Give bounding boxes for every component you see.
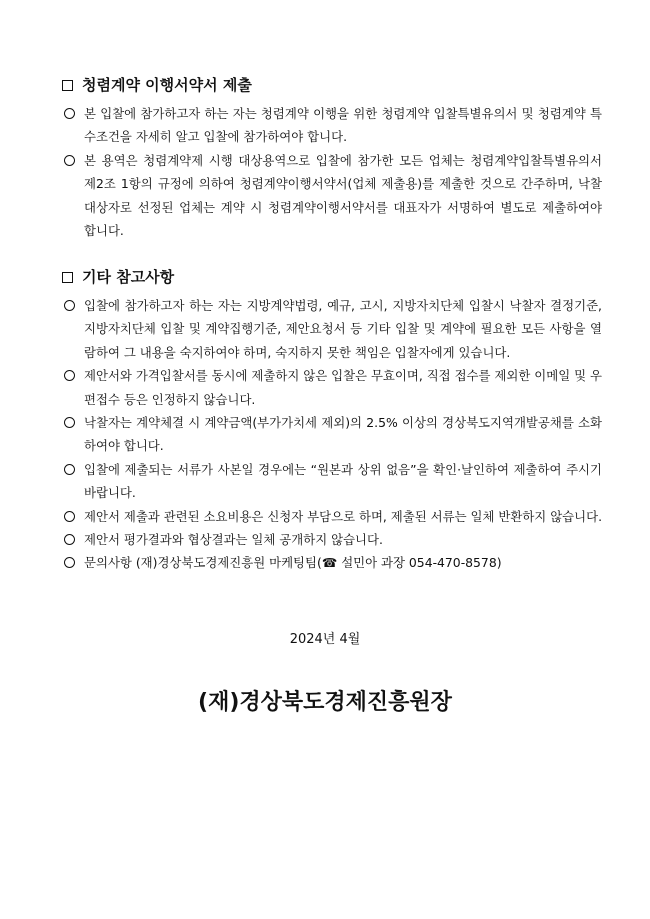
circle-bullet-icon (64, 557, 75, 568)
list-item-text: 입찰에 제출되는 서류가 사본일 경우에는 “원본과 상위 없음”을 확인·날인하여 제출하여 주시기 바랍니다. (84, 461, 602, 501)
list-item-text: 문의사항 (재)경상북도경제진흥원 마케팅팀(☎ 설민아 과장 054-470-8578) (84, 555, 502, 571)
list-item-text: 제안서 제출과 관련된 소요비용은 신청자 부담으로 하며, 제출된 서류는 일체 반환하지 않습니다. (84, 508, 603, 524)
circle-bullet-icon (64, 108, 75, 119)
circle-bullet-icon (64, 370, 75, 381)
issuer-signature: (재)경상북도경제진흥원장 (198, 690, 452, 715)
circle-bullet-icon (64, 300, 75, 311)
list-item (62, 149, 602, 243)
circle-bullet-icon (64, 511, 75, 522)
section-heading (62, 266, 602, 288)
circle-bullet-icon (64, 417, 75, 428)
list-item-text: 제안서 평가결과와 협상결과는 일체 공개하지 않습니다. (84, 532, 383, 548)
list-item (62, 528, 602, 551)
list-item (62, 411, 602, 458)
circle-bullet-icon (64, 155, 75, 166)
section-heading-text: 청렴계약 이행서약서 제출 (82, 76, 252, 94)
list-item-text: 본 용역은 청렴계약제 시행 대상용역으로 입찰에 참가한 모든 업체는 청렴계약입찰특별유의서 제2조 1항의 규정에 의하여 청렴계약이행서약서(업체 제출용)를 제출한 것으로 간주하며, 낙찰대상자로 선정된 업체는 계약 시 청렴계약이행서약서를 대표자가 서명하여 별도로 제출하여야 합니다. (84, 152, 602, 239)
section-item-list (62, 102, 602, 242)
section-heading-text: 기타 참고사항 (82, 268, 175, 286)
list-item (62, 294, 602, 364)
circle-bullet-icon (64, 534, 75, 545)
section-heading (62, 74, 602, 96)
list-item-text: 입찰에 참가하고자 하는 자는 지방계약법령, 예규, 고시, 지방자치단체 입찰시 낙찰자 결정기준, 지방자치단체 입찰 및 계약집행기준, 제안요청서 등 기타 입찰 및 계약에 필요한 모든 사항을 열람하여 그 내용을 숙지하여야 하며, 숙지하지 못한 책임은 입찰자에게 있습니다. (84, 298, 602, 360)
list-item-text: 낙찰자는 계약체결 시 계약금액(부가가치세 제외)의 2.5% 이상의 경상북도지역개발공채를 소화하여야 합니다. (84, 415, 602, 454)
circle-bullet-icon (64, 464, 75, 475)
list-item (62, 458, 602, 505)
square-bullet-icon (62, 272, 73, 283)
list-item (62, 505, 602, 528)
list-item-text: 본 입찰에 참가하고자 하는 자는 청렴계약 이행을 위한 청렴계약 입찰특별유의서 및 청렴계약 특수조건을 자세히 알고 입찰에 참가하여야 합니다. (84, 106, 602, 145)
section-item-list (62, 294, 602, 575)
section-integrity-pledge (62, 74, 602, 242)
list-item (62, 102, 602, 149)
list-item-text: 제안서와 가격입찰서를 동시에 제출하지 않은 입찰은 무효이며, 직접 접수를 제외한 이메일 및 우편접수 등은 인정하지 않습니다. (84, 368, 603, 407)
square-bullet-icon (62, 80, 73, 91)
document-date: 2024년 4월 (289, 632, 361, 647)
list-item (62, 551, 602, 574)
list-item (62, 364, 602, 411)
section-other-notes (62, 266, 602, 575)
